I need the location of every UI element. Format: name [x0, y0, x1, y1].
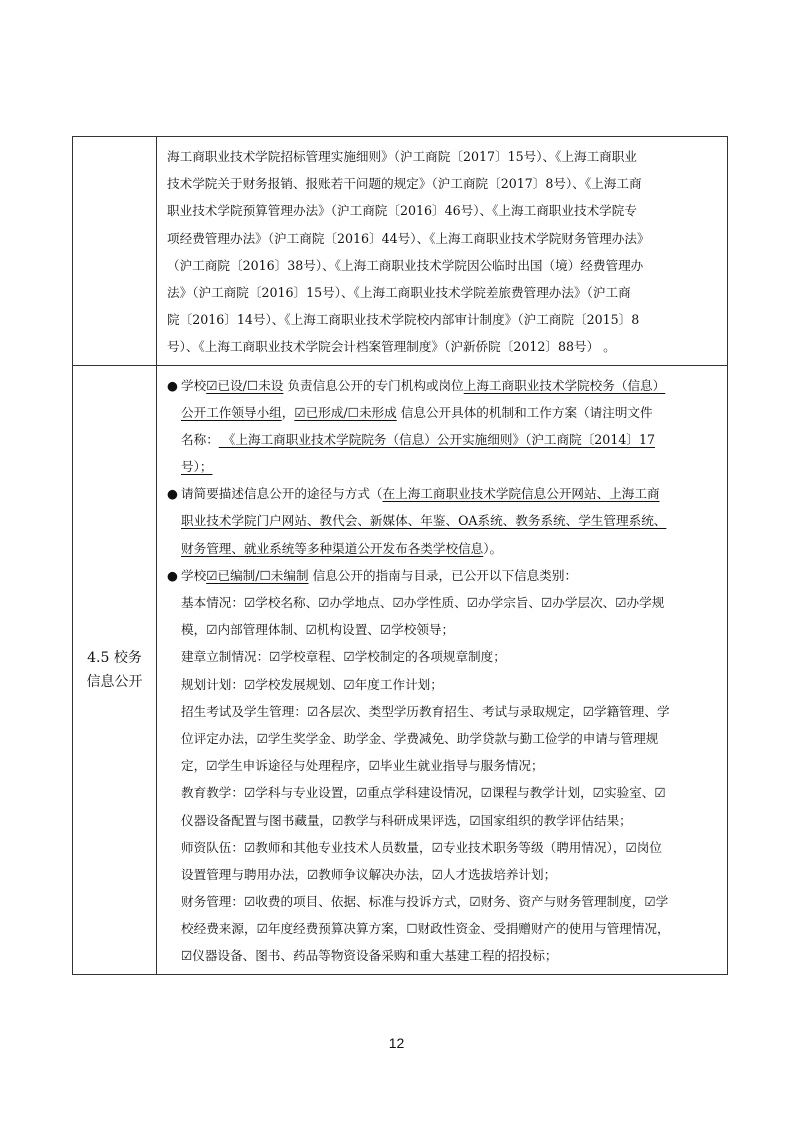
table-row [73, 137, 728, 366]
text: 信息公开具体的机制和工作方案（请注明文件 [396, 404, 653, 420]
text-line [167, 453, 719, 480]
text-line: 规划计划：☑学校发展规划、☑年度工作计划； [181, 676, 443, 692]
filled-answer: 号）； [181, 459, 213, 475]
filled-answer: 财务管理、就业系统等多种渠道公开发布各类学校信息 [181, 540, 484, 556]
text: 负责信息公开的专门机构或岗位 [283, 377, 464, 393]
text: 名称： [181, 431, 219, 447]
content-cell [157, 365, 728, 974]
text-line [167, 480, 719, 507]
filled-answer: 职业技术学院门户网站、教代会、新媒体、年鉴、OA系统、教务系统、学生管理系统、 [181, 513, 667, 529]
text-line [167, 562, 719, 589]
text-line: 海工商职业技术学院招标管理实施细则》（沪工商院〔2017〕15号）、《上海工商职业 [167, 149, 637, 164]
section-label-cell [73, 365, 157, 974]
filled-answer: 公开工作领导小组 [181, 404, 282, 420]
text: ）。 [483, 540, 503, 556]
text-line: 校经费来源，☑年度经费预算决算方案，☐财政性资金、受捐赠财产的使用与管理情况， [181, 921, 670, 937]
text-line: 号）、《上海工商职业技术学院会计档案管理制度》（沪新侨院〔2012〕88号） 。 [167, 339, 616, 355]
text-line [167, 535, 719, 562]
text-line [167, 372, 719, 399]
section-label-line: 4.5 校务 [87, 649, 142, 666]
checkbox-choice: ☑已设/☐未设 [206, 377, 284, 393]
text-line: 定，☑学生申诉途径与处理程序，☑毕业生就业指导与服务情况； [181, 758, 544, 774]
text-line: （沪工商院〔2016〕38号）、《上海工商职业技术学院因公临时出国（境）经费管理办 [167, 257, 644, 273]
text-line: 院〔2016〕14号）、《上海工商职业技术学院校内部审计制度》（沪工商院〔2015〕8 [167, 312, 640, 328]
text-line: 师资队伍：☑教师和其他专业技术人员数量，☑专业技术职务等级（聘用情况），☑岗位 [181, 839, 662, 855]
table-row [73, 365, 728, 974]
text: 学校 [181, 567, 207, 583]
document-table [72, 136, 728, 975]
text-line: 模，☑内部管理体制、☑机构设置、☑学校领导； [181, 622, 455, 638]
text: ， [281, 404, 295, 420]
text: 请简要描述信息公开的途径与方式（ [181, 486, 383, 502]
text-line: 建章立制情况：☑学校章程、☑学校制定的各项规章制度； [181, 649, 506, 665]
bullet-icon: ● [167, 377, 178, 393]
text-line: 基本情况：☑学校名称、☑办学地点、☑办学性质、☑办学宗旨、☑办学层次、☑办学规 [181, 595, 665, 610]
text-line: 项经费管理办法》（沪工商院〔2016〕44号）、《上海工商职业技术学院财务管理办法》 [167, 230, 650, 246]
text-line: 仪器设备配置与图书藏量，☑教学与科研成果评选，☑国家组织的教学评估结果； [181, 812, 632, 828]
page-number: 12 [388, 1035, 405, 1051]
text: 信息公开的指南与目录，已公开以下信息类别： [308, 567, 578, 583]
section-label-line: 信息公开 [86, 673, 143, 690]
text-line: 法》（沪工商院〔2016〕15号）、《上海工商职业技术学院差旅费管理办法》（沪工商 [167, 284, 631, 300]
text-line: 职业技术学院预算管理办法》（沪工商院〔2016〕46号）、《上海工商职业技术学院专 [167, 203, 637, 219]
text-line: 财务管理：☑收费的项目、依据、标准与投诉方式，☑财务、资产与财务管理制度，☑学 [181, 894, 669, 910]
text-line [167, 399, 719, 426]
text: 学校 [181, 377, 207, 393]
text-line [167, 426, 719, 453]
text-line: ☑仪器设备、图书、药品等物资设备采购和重大基建工程的招投标； [181, 948, 558, 964]
text-line: 教育教学：☑学科与专业设置，☑重点学科建设情况，☑课程与教学计划，☑实验室、☑ [181, 785, 666, 801]
label-cell-empty [73, 137, 157, 366]
text-line: 位评定办法，☑学生奖学金、助学金、学费减免、助学贷款与勤工俭学的申请与管理规 [181, 730, 659, 746]
text-line: 设置管理与聘用办法，☑教师争议解决办法，☑人才选拔培养计划； [181, 866, 557, 882]
content-cell [157, 137, 728, 366]
filled-answer: 《上海工商职业技术学院院务（信息）公开实施细则》（沪工商院〔2014〕17 [218, 431, 655, 447]
checkbox-choice: ☑已编制/☐未编制 [206, 567, 309, 583]
text-line: 技术学院关于财务报销、报账若干问题的规定》（沪工商院〔2017〕8号）、《上海工商 [167, 176, 642, 192]
filled-answer: 在上海工商职业技术学院信息公开网站、上海工商 [382, 486, 660, 502]
bullet-icon: ● [167, 567, 178, 583]
bullet-icon: ● [167, 486, 178, 502]
text-line [167, 507, 719, 534]
text-line: 招生考试及学生管理：☑各层次、类型学历教育招生、考试与录取规定，☑学籍管理、学 [181, 703, 670, 719]
checkbox-choice: ☑已形成/☐未形成 [294, 404, 397, 420]
filled-answer: 上海工商职业技术学院校务（信息） [463, 377, 666, 393]
